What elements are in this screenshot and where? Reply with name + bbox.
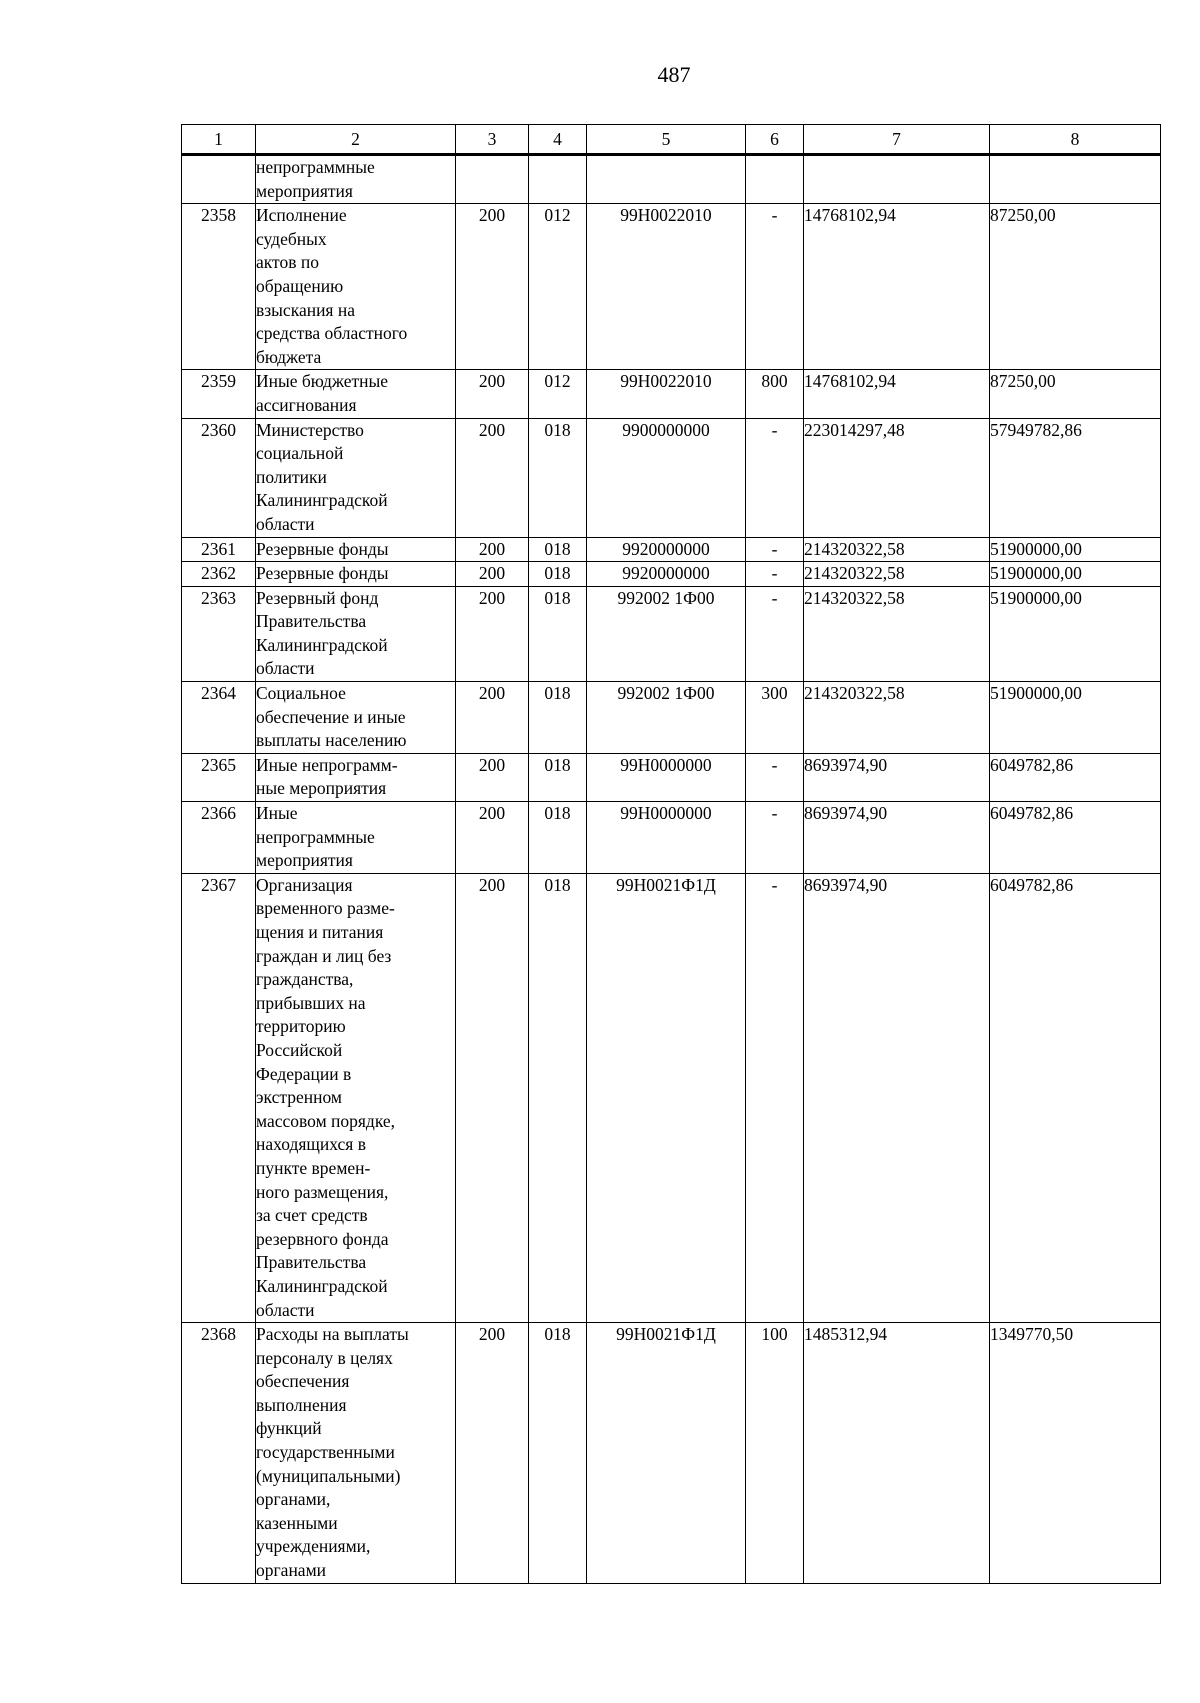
amount-7-cell: 14768102,94 (804, 204, 990, 370)
code-4-cell: 018 (529, 753, 587, 801)
row-number-cell: 2360 (182, 418, 256, 537)
table-row (182, 1323, 1161, 1584)
code-3-cell: 200 (456, 586, 529, 681)
code-3-cell: 200 (456, 204, 529, 370)
item-name-cell: Исполнение судебных актов по обращению взыскания на средства областного бюджета (256, 204, 456, 370)
amount-8-cell: 6049782,86 (990, 873, 1161, 1322)
row-number-cell: 2368 (182, 1323, 256, 1584)
row-number-cell: 2359 (182, 370, 256, 418)
table-row (182, 537, 1161, 562)
item-name-cell: Расходы на выплаты персоналу в целях обеспечения выполнения функций государственными (муниципальными) органами, казенными учреждениями, органами (256, 1323, 456, 1584)
amount-8-cell: 6049782,86 (990, 802, 1161, 874)
code-3-cell: 200 (456, 1323, 529, 1584)
amount-8-cell: 51900000,00 (990, 562, 1161, 587)
column-header-6: 6 (746, 125, 804, 155)
code-4-cell (529, 155, 587, 204)
code-3-cell: 200 (456, 562, 529, 587)
table-row (182, 682, 1161, 754)
amount-8-cell: 51900000,00 (990, 586, 1161, 681)
amount-7-cell: 14768102,94 (804, 370, 990, 418)
amount-8-cell: 57949782,86 (990, 418, 1161, 537)
table-body (182, 155, 1161, 1584)
column-header-1: 1 (182, 125, 256, 155)
column-header-7: 7 (804, 125, 990, 155)
item-name-cell: Резервные фонды (256, 537, 456, 562)
code-4-cell: 012 (529, 204, 587, 370)
row-number-cell: 2365 (182, 753, 256, 801)
item-name-cell: Иные бюджетные ассигнования (256, 370, 456, 418)
code-5-cell: 99Н0000000 (587, 753, 746, 801)
code-4-cell: 018 (529, 562, 587, 587)
item-name-cell: Министерство социальной политики Калининградской области (256, 418, 456, 537)
code-5-cell: 9920000000 (587, 562, 746, 587)
code-4-cell: 018 (529, 537, 587, 562)
code-6-cell: - (746, 873, 804, 1322)
code-6-cell: - (746, 753, 804, 801)
code-4-cell: 018 (529, 873, 587, 1322)
page-number: 487 (657, 62, 691, 87)
code-4-cell: 018 (529, 1323, 587, 1584)
amount-8-cell (990, 155, 1161, 204)
code-3-cell: 200 (456, 873, 529, 1322)
code-6-cell: - (746, 562, 804, 587)
table-row (182, 370, 1161, 418)
code-5-cell: 99Н0022010 (587, 204, 746, 370)
code-6-cell: 800 (746, 370, 804, 418)
column-header-8: 8 (990, 125, 1161, 155)
row-number-cell: 2363 (182, 586, 256, 681)
budget-table (181, 124, 1161, 1584)
row-number-cell: 2364 (182, 682, 256, 754)
item-name-cell: Организация временного разме- щения и питания граждан и лиц без гражданства, прибывших на территорию Российской Федерации в экстренном массовом порядке, находящихся в пункте времен- ного размещения, за счет средств резервного фонда Правительства Калининградской области (256, 873, 456, 1322)
table-row (182, 155, 1161, 204)
table-row (182, 586, 1161, 681)
amount-7-cell: 1485312,94 (804, 1323, 990, 1584)
row-number-cell: 2361 (182, 537, 256, 562)
table-row (182, 204, 1161, 370)
amount-8-cell: 87250,00 (990, 370, 1161, 418)
item-name-cell: Резервный фонд Правительства Калининградской области (256, 586, 456, 681)
table-row (182, 802, 1161, 874)
code-4-cell: 012 (529, 370, 587, 418)
code-5-cell: 99Н0021Ф1Д (587, 873, 746, 1322)
table-header (182, 125, 1161, 155)
code-5-cell: 99Н0022010 (587, 370, 746, 418)
row-number-cell: 2367 (182, 873, 256, 1322)
amount-7-cell: 214320322,58 (804, 682, 990, 754)
code-4-cell: 018 (529, 682, 587, 754)
code-5-cell (587, 155, 746, 204)
code-5-cell: 992002 1Ф00 (587, 586, 746, 681)
code-3-cell: 200 (456, 682, 529, 754)
code-6-cell: - (746, 418, 804, 537)
amount-8-cell: 6049782,86 (990, 753, 1161, 801)
code-3-cell: 200 (456, 370, 529, 418)
code-3-cell: 200 (456, 802, 529, 874)
row-number-cell: 2366 (182, 802, 256, 874)
code-5-cell: 99Н0000000 (587, 802, 746, 874)
amount-8-cell: 1349770,50 (990, 1323, 1161, 1584)
code-3-cell: 200 (456, 418, 529, 537)
column-header-2: 2 (256, 125, 456, 155)
item-name-cell: Резервные фонды (256, 562, 456, 587)
code-6-cell: - (746, 586, 804, 681)
table-row (182, 562, 1161, 587)
table-row (182, 418, 1161, 537)
code-6-cell: - (746, 537, 804, 562)
amount-7-cell: 214320322,58 (804, 586, 990, 681)
code-3-cell: 200 (456, 753, 529, 801)
column-header-4: 4 (529, 125, 587, 155)
row-number-cell (182, 155, 256, 204)
amount-8-cell: 51900000,00 (990, 682, 1161, 754)
code-5-cell: 9920000000 (587, 537, 746, 562)
amount-7-cell: 8693974,90 (804, 873, 990, 1322)
code-5-cell: 9900000000 (587, 418, 746, 537)
amount-8-cell: 51900000,00 (990, 537, 1161, 562)
amount-7-cell: 214320322,58 (804, 537, 990, 562)
code-5-cell: 992002 1Ф00 (587, 682, 746, 754)
code-5-cell: 99Н0021Ф1Д (587, 1323, 746, 1584)
code-6-cell: 100 (746, 1323, 804, 1584)
code-4-cell: 018 (529, 802, 587, 874)
table-row (182, 753, 1161, 801)
header-row (182, 125, 1161, 155)
code-6-cell (746, 155, 804, 204)
row-number-cell: 2358 (182, 204, 256, 370)
amount-7-cell: 8693974,90 (804, 753, 990, 801)
item-name-cell: непрограммные мероприятия (256, 155, 456, 204)
code-4-cell: 018 (529, 418, 587, 537)
code-6-cell: - (746, 802, 804, 874)
item-name-cell: Иные непрограммные мероприятия (256, 802, 456, 874)
table-row (182, 873, 1161, 1322)
amount-7-cell: 223014297,48 (804, 418, 990, 537)
item-name-cell: Иные непрограмм- ные мероприятия (256, 753, 456, 801)
row-number-cell: 2362 (182, 562, 256, 587)
code-6-cell: - (746, 204, 804, 370)
amount-7-cell (804, 155, 990, 204)
code-4-cell: 018 (529, 586, 587, 681)
amount-7-cell: 214320322,58 (804, 562, 990, 587)
code-3-cell (456, 155, 529, 204)
item-name-cell: Социальное обеспечение и иные выплаты населению (256, 682, 456, 754)
column-header-5: 5 (587, 125, 746, 155)
code-3-cell: 200 (456, 537, 529, 562)
amount-8-cell: 87250,00 (990, 204, 1161, 370)
amount-7-cell: 8693974,90 (804, 802, 990, 874)
code-6-cell: 300 (746, 682, 804, 754)
column-header-3: 3 (456, 125, 529, 155)
